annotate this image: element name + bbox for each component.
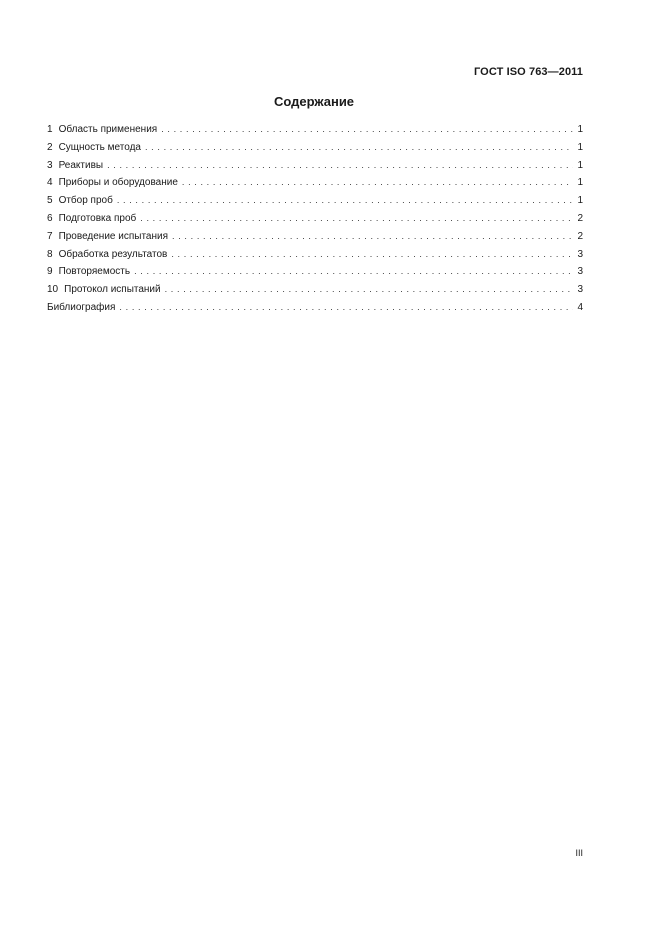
toc-dot-leader bbox=[165, 281, 574, 299]
toc-dot-leader bbox=[117, 192, 574, 210]
toc-entry-scope[interactable] bbox=[47, 121, 583, 139]
toc-entry-procedure[interactable] bbox=[47, 228, 583, 246]
toc-entry-title: Библиография bbox=[47, 301, 116, 313]
toc-entry-number: 4 bbox=[47, 177, 53, 189]
toc-entry-title: Проведение испытания bbox=[58, 230, 169, 242]
toc-entry-sampling[interactable] bbox=[47, 192, 583, 210]
toc-entry-page: 1 bbox=[577, 177, 583, 189]
page-number: III bbox=[575, 848, 583, 858]
toc-entry-page: 4 bbox=[577, 301, 583, 313]
toc-entry-number: 8 bbox=[47, 248, 53, 260]
toc-entry-page: 3 bbox=[577, 266, 583, 278]
toc-entry-repeatability[interactable] bbox=[47, 263, 583, 281]
toc-dot-leader bbox=[182, 174, 574, 192]
toc-dot-leader bbox=[134, 263, 573, 281]
toc-entry-page: 2 bbox=[577, 230, 583, 242]
toc-entry-sample-preparation[interactable] bbox=[47, 210, 583, 228]
toc-entry-title: Подготовка проб bbox=[58, 212, 137, 224]
toc-dot-leader bbox=[172, 228, 573, 246]
toc-entry-number: 6 bbox=[47, 212, 53, 224]
toc-entry-test-report[interactable] bbox=[47, 281, 583, 299]
toc-entry-title: Повторяемость bbox=[58, 266, 131, 278]
toc-entry-page: 2 bbox=[577, 212, 583, 224]
toc-entry-number: 1 bbox=[47, 124, 53, 135]
toc-entry-method-principle[interactable] bbox=[47, 139, 583, 157]
toc-entry-title: Сущность метода bbox=[58, 141, 141, 153]
toc-entry-results-processing[interactable] bbox=[47, 246, 583, 264]
toc-entry-reagents[interactable] bbox=[47, 157, 583, 175]
toc-entry-title: Область применения bbox=[58, 124, 158, 135]
toc-dot-leader bbox=[119, 299, 573, 317]
toc-entry-number: 10 bbox=[47, 284, 59, 296]
toc-entry-bibliography[interactable] bbox=[47, 299, 583, 317]
toc-title: Содержание bbox=[273, 94, 355, 109]
toc-entry-title: Приборы и оборудование bbox=[58, 177, 178, 189]
toc-dot-leader bbox=[140, 210, 573, 228]
toc-entry-page: 3 bbox=[577, 248, 583, 260]
toc-entry-title: Обработка результатов bbox=[58, 248, 168, 260]
toc-entry-title: Протокол испытаний bbox=[64, 284, 161, 296]
toc-entry-title: Реактивы bbox=[58, 159, 104, 171]
toc-entry-number: 7 bbox=[47, 230, 53, 242]
toc-entry-apparatus[interactable] bbox=[47, 174, 583, 192]
toc-dot-leader bbox=[161, 121, 573, 139]
table-of-contents bbox=[47, 121, 583, 317]
toc-entry-number: 9 bbox=[47, 266, 53, 278]
toc-entry-number: 2 bbox=[47, 141, 53, 153]
toc-entry-number: 3 bbox=[47, 159, 53, 171]
document-header-standard-id: ГОСТ ISO 763—2011 bbox=[473, 66, 583, 78]
toc-entry-title: Отбор проб bbox=[58, 195, 113, 207]
toc-entry-page: 1 bbox=[577, 124, 583, 135]
toc-entry-page: 1 bbox=[577, 195, 583, 207]
toc-dot-leader bbox=[107, 157, 573, 175]
toc-entry-number: 5 bbox=[47, 195, 53, 207]
toc-entry-page: 3 bbox=[577, 284, 583, 296]
toc-entry-page: 1 bbox=[577, 141, 583, 153]
toc-dot-leader bbox=[145, 139, 573, 157]
toc-dot-leader bbox=[171, 246, 573, 264]
toc-entry-page: 1 bbox=[577, 159, 583, 171]
